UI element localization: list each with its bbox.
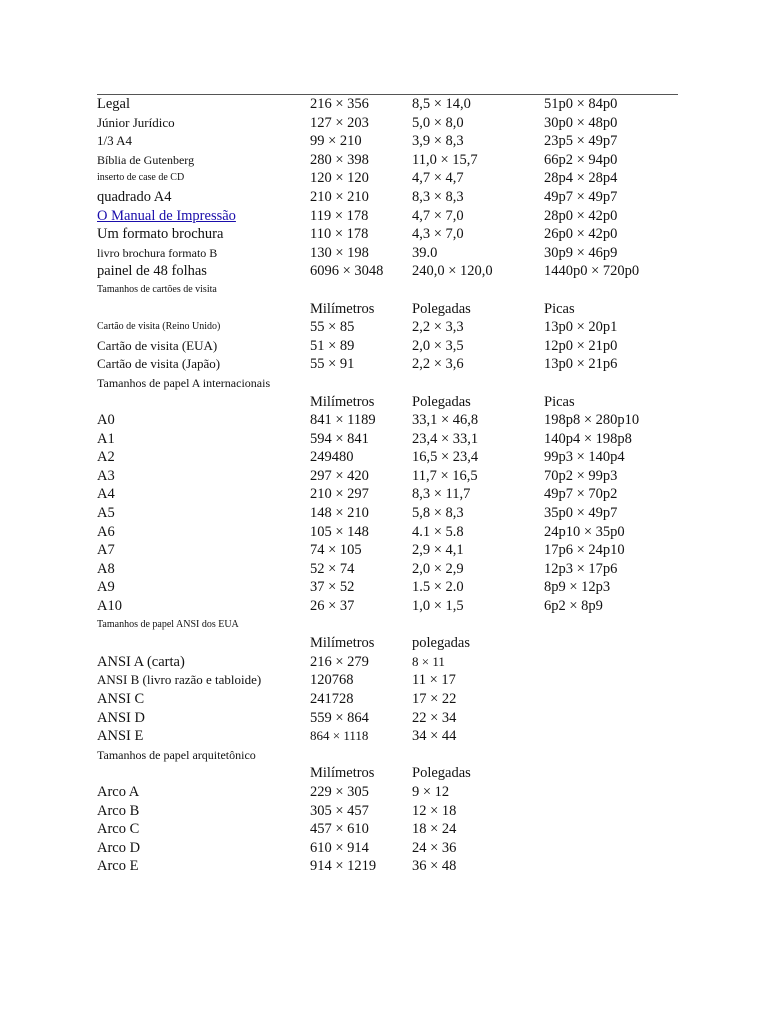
column-header-picas: Picas bbox=[544, 393, 575, 410]
size-name: Legal bbox=[97, 96, 131, 112]
printing-manual-link[interactable]: O Manual de Impressão bbox=[97, 207, 236, 224]
table-row bbox=[97, 225, 697, 244]
size-inches: 8 × 11 bbox=[412, 653, 445, 669]
size-mm: 210 × 297 bbox=[310, 486, 369, 503]
size-name: Arco B bbox=[97, 802, 140, 819]
table-row bbox=[97, 467, 697, 486]
size-picas: 28p0 × 42p0 bbox=[544, 207, 618, 224]
size-picas: 17p6 × 24p10 bbox=[544, 542, 625, 559]
size-mm: 297 × 420 bbox=[310, 467, 369, 484]
table-row bbox=[97, 839, 697, 858]
size-name: A4 bbox=[97, 486, 115, 503]
size-mm: 130 × 198 bbox=[310, 244, 369, 261]
table-row bbox=[97, 523, 697, 542]
size-name: A10 bbox=[97, 598, 122, 615]
table-row bbox=[97, 132, 697, 151]
table-row bbox=[97, 337, 697, 356]
table-header-row bbox=[97, 764, 697, 783]
column-header-mm: Milímetros bbox=[310, 393, 375, 410]
size-name: livro brochura formato B bbox=[97, 245, 218, 260]
size-mm: 216 × 356 bbox=[310, 96, 369, 112]
size-inches: 8,5 × 14,0 bbox=[412, 96, 471, 112]
table-row bbox=[97, 727, 697, 746]
size-inches: 2,2 × 3,6 bbox=[412, 356, 464, 373]
column-header-mm: Milímetros bbox=[310, 300, 375, 317]
size-mm: 841 × 1189 bbox=[310, 412, 376, 429]
size-mm: 52 × 74 bbox=[310, 560, 355, 577]
size-name: Cartão de visita (Japão) bbox=[97, 356, 221, 372]
size-picas: 8p9 × 12p3 bbox=[544, 579, 611, 596]
size-picas: 30p9 × 46p9 bbox=[544, 244, 618, 261]
size-picas: 30p0 × 48p0 bbox=[544, 114, 618, 131]
size-mm: 914 × 1219 bbox=[310, 858, 377, 875]
size-name: 1/3 A4 bbox=[97, 133, 133, 149]
size-mm: 120 × 120 bbox=[310, 170, 369, 187]
table-row bbox=[97, 114, 697, 133]
size-inches: 39.0 bbox=[412, 244, 438, 261]
table-row bbox=[97, 653, 697, 672]
table-row bbox=[97, 244, 697, 263]
size-inches: 4,7 × 7,0 bbox=[412, 207, 464, 224]
column-header-inches: Polegadas bbox=[412, 393, 471, 410]
table-row bbox=[97, 857, 697, 876]
size-picas: 140p4 × 198p8 bbox=[544, 430, 632, 447]
size-inches: 33,1 × 46,8 bbox=[412, 412, 479, 429]
size-name: Júnior Jurídico bbox=[97, 114, 175, 130]
size-picas: 51p0 × 84p0 bbox=[544, 96, 618, 112]
table-row bbox=[97, 671, 697, 690]
size-inches: 3,9 × 8,3 bbox=[412, 133, 464, 150]
section-heading bbox=[97, 616, 697, 635]
size-picas: 24p10 × 35p0 bbox=[544, 523, 625, 540]
size-inches: 11,0 × 15,7 bbox=[412, 151, 478, 168]
size-name: ANSI D bbox=[97, 709, 145, 726]
size-inches: 1,0 × 1,5 bbox=[412, 598, 464, 615]
size-picas: 13p0 × 21p6 bbox=[544, 356, 618, 373]
size-name: A5 bbox=[97, 505, 115, 522]
table-row bbox=[97, 411, 697, 430]
size-mm: 110 × 178 bbox=[310, 226, 369, 243]
size-mm: 148 × 210 bbox=[310, 505, 369, 522]
table-header-row bbox=[97, 300, 697, 319]
table-row bbox=[97, 169, 697, 188]
table-row bbox=[97, 504, 697, 523]
table-row bbox=[97, 262, 697, 281]
size-name: ANSI C bbox=[97, 691, 145, 707]
size-inches: 2,0 × 3,5 bbox=[412, 337, 464, 354]
table-row bbox=[97, 597, 697, 616]
column-header-inches: Polegadas bbox=[412, 300, 471, 317]
section-heading bbox=[97, 746, 697, 765]
section-heading bbox=[97, 374, 697, 393]
size-name: ANSI E bbox=[97, 728, 144, 745]
size-mm: 229 × 305 bbox=[310, 783, 369, 800]
size-name: Cartão de visita (EUA) bbox=[97, 337, 218, 353]
table-row bbox=[97, 709, 697, 728]
size-inches: 17 × 22 bbox=[412, 691, 457, 707]
size-mm: 249480 bbox=[310, 449, 354, 466]
size-picas: 70p2 × 99p3 bbox=[544, 467, 618, 484]
size-inches: 16,5 × 23,4 bbox=[412, 449, 479, 466]
section-heading bbox=[97, 281, 697, 300]
column-header-picas: Picas bbox=[544, 300, 575, 317]
size-name: A1 bbox=[97, 430, 115, 447]
column-header-mm: Milímetros bbox=[310, 765, 375, 782]
size-name: Bíblia de Gutenberg bbox=[97, 152, 195, 167]
size-mm: 559 × 864 bbox=[310, 709, 369, 726]
table-row bbox=[97, 95, 697, 114]
size-inches: 23,4 × 33,1 bbox=[412, 430, 479, 447]
size-picas: 12p0 × 21p0 bbox=[544, 337, 618, 354]
size-name: A7 bbox=[97, 542, 115, 559]
size-picas: 35p0 × 49p7 bbox=[544, 505, 618, 522]
size-mm: 55 × 85 bbox=[310, 319, 355, 336]
size-name: A3 bbox=[97, 467, 115, 484]
size-inches: 24 × 36 bbox=[412, 839, 457, 856]
architectural-title: Tamanhos de papel arquitetônico bbox=[97, 747, 256, 762]
size-inches: 8,3 × 8,3 bbox=[412, 188, 464, 205]
size-name: ANSI B (livro razão e tabloide) bbox=[97, 672, 262, 688]
size-inches: 5,0 × 8,0 bbox=[412, 114, 464, 131]
size-mm: 594 × 841 bbox=[310, 430, 369, 447]
table-header-row bbox=[97, 634, 697, 653]
size-picas: 49p7 × 70p2 bbox=[544, 486, 618, 503]
size-name: painel de 48 folhas bbox=[97, 263, 207, 280]
size-name: A8 bbox=[97, 560, 115, 577]
size-mm: 99 × 210 bbox=[310, 133, 362, 150]
size-mm: 305 × 457 bbox=[310, 802, 369, 819]
size-name: ANSI A (carta) bbox=[97, 653, 185, 670]
size-mm: 210 × 210 bbox=[310, 188, 369, 205]
size-mm: 127 × 203 bbox=[310, 114, 369, 131]
table-row bbox=[97, 355, 697, 374]
size-mm: 51 × 89 bbox=[310, 337, 355, 354]
size-inches: 4,7 × 4,7 bbox=[412, 170, 464, 187]
table-row bbox=[97, 541, 697, 560]
size-name: Cartão de visita (Reino Unido) bbox=[97, 321, 221, 333]
size-picas: 99p3 × 140p4 bbox=[544, 449, 625, 466]
size-name: A6 bbox=[97, 523, 115, 540]
size-name: Arco C bbox=[97, 821, 140, 838]
size-mm: 105 × 148 bbox=[310, 523, 369, 540]
size-mm: 37 × 52 bbox=[310, 579, 355, 596]
size-name: Arco D bbox=[97, 839, 141, 856]
size-inches: 8,3 × 11,7 bbox=[412, 486, 471, 503]
size-picas: 12p3 × 17p6 bbox=[544, 560, 618, 577]
size-inches: 34 × 44 bbox=[412, 728, 457, 745]
table-row bbox=[97, 783, 697, 802]
size-inches: 4,3 × 7,0 bbox=[412, 226, 464, 243]
a-series-title: Tamanhos de papel A internacionais bbox=[97, 375, 271, 390]
table-row bbox=[97, 820, 697, 839]
paper-sizes-document bbox=[97, 95, 697, 876]
size-inches: 4.1 × 5.8 bbox=[412, 523, 464, 540]
size-mm: 26 × 37 bbox=[310, 598, 355, 615]
size-inches: 22 × 34 bbox=[412, 709, 457, 726]
size-inches: 2,2 × 3,3 bbox=[412, 319, 464, 336]
size-picas: 1440p0 × 720p0 bbox=[544, 263, 640, 280]
size-inches: 2,9 × 4,1 bbox=[412, 542, 464, 559]
size-mm: 216 × 279 bbox=[310, 653, 369, 670]
size-inches: 18 × 24 bbox=[412, 821, 457, 838]
size-picas: 28p4 × 28p4 bbox=[544, 170, 618, 187]
size-picas: 13p0 × 20p1 bbox=[544, 319, 618, 336]
table-row bbox=[97, 448, 697, 467]
size-name: A0 bbox=[97, 412, 115, 429]
size-mm: 74 × 105 bbox=[310, 542, 362, 559]
table-row bbox=[97, 578, 697, 597]
size-name: A9 bbox=[97, 579, 115, 596]
size-picas: 26p0 × 42p0 bbox=[544, 226, 618, 243]
column-header-inches: polegadas bbox=[412, 635, 470, 652]
table-row bbox=[97, 318, 697, 337]
size-name: quadrado A4 bbox=[97, 188, 172, 205]
size-inches: 5,8 × 8,3 bbox=[412, 505, 464, 522]
ansi-title: Tamanhos de papel ANSI dos EUA bbox=[97, 618, 239, 630]
column-header-inches: Polegadas bbox=[412, 765, 471, 782]
size-mm: 864 × 1118 bbox=[310, 728, 369, 744]
size-picas: 66p2 × 94p0 bbox=[544, 151, 618, 168]
size-mm: 119 × 178 bbox=[310, 207, 369, 224]
table-row bbox=[97, 802, 697, 821]
size-inches: 11 × 17 bbox=[412, 672, 456, 689]
column-header-mm: Milímetros bbox=[310, 635, 375, 652]
size-picas: 23p5 × 49p7 bbox=[544, 133, 618, 150]
size-name: Arco A bbox=[97, 783, 140, 800]
size-mm: 241728 bbox=[310, 691, 354, 707]
size-mm: 55 × 91 bbox=[310, 356, 355, 373]
size-mm: 120768 bbox=[310, 672, 354, 689]
size-inches: 12 × 18 bbox=[412, 802, 457, 819]
size-inches: 36 × 48 bbox=[412, 858, 457, 875]
size-mm: 610 × 914 bbox=[310, 839, 369, 856]
table-row bbox=[97, 207, 697, 226]
size-name: Arco E bbox=[97, 858, 139, 875]
table-row bbox=[97, 560, 697, 579]
size-inches: 11,7 × 16,5 bbox=[412, 467, 478, 484]
table-row bbox=[97, 188, 697, 207]
size-name: A2 bbox=[97, 449, 115, 466]
size-mm: 457 × 610 bbox=[310, 821, 369, 838]
size-inches: 240,0 × 120,0 bbox=[412, 263, 493, 280]
size-inches: 9 × 12 bbox=[412, 783, 450, 800]
size-picas: 49p7 × 49p7 bbox=[544, 188, 618, 205]
size-mm: 6096 × 3048 bbox=[310, 263, 384, 280]
size-mm: 280 × 398 bbox=[310, 151, 369, 168]
business-cards-title: Tamanhos de cartões de visita bbox=[97, 283, 217, 295]
size-name: Um formato brochura bbox=[97, 226, 224, 243]
size-picas: 6p2 × 8p9 bbox=[544, 598, 603, 615]
table-row bbox=[97, 690, 697, 709]
table-row bbox=[97, 485, 697, 504]
table-row bbox=[97, 151, 697, 170]
table-header-row bbox=[97, 393, 697, 412]
size-picas: 198p8 × 280p10 bbox=[544, 412, 640, 429]
size-name: inserto de case de CD bbox=[97, 172, 185, 184]
size-inches: 1.5 × 2.0 bbox=[412, 579, 464, 596]
size-inches: 2,0 × 2,9 bbox=[412, 560, 464, 577]
table-row bbox=[97, 430, 697, 449]
